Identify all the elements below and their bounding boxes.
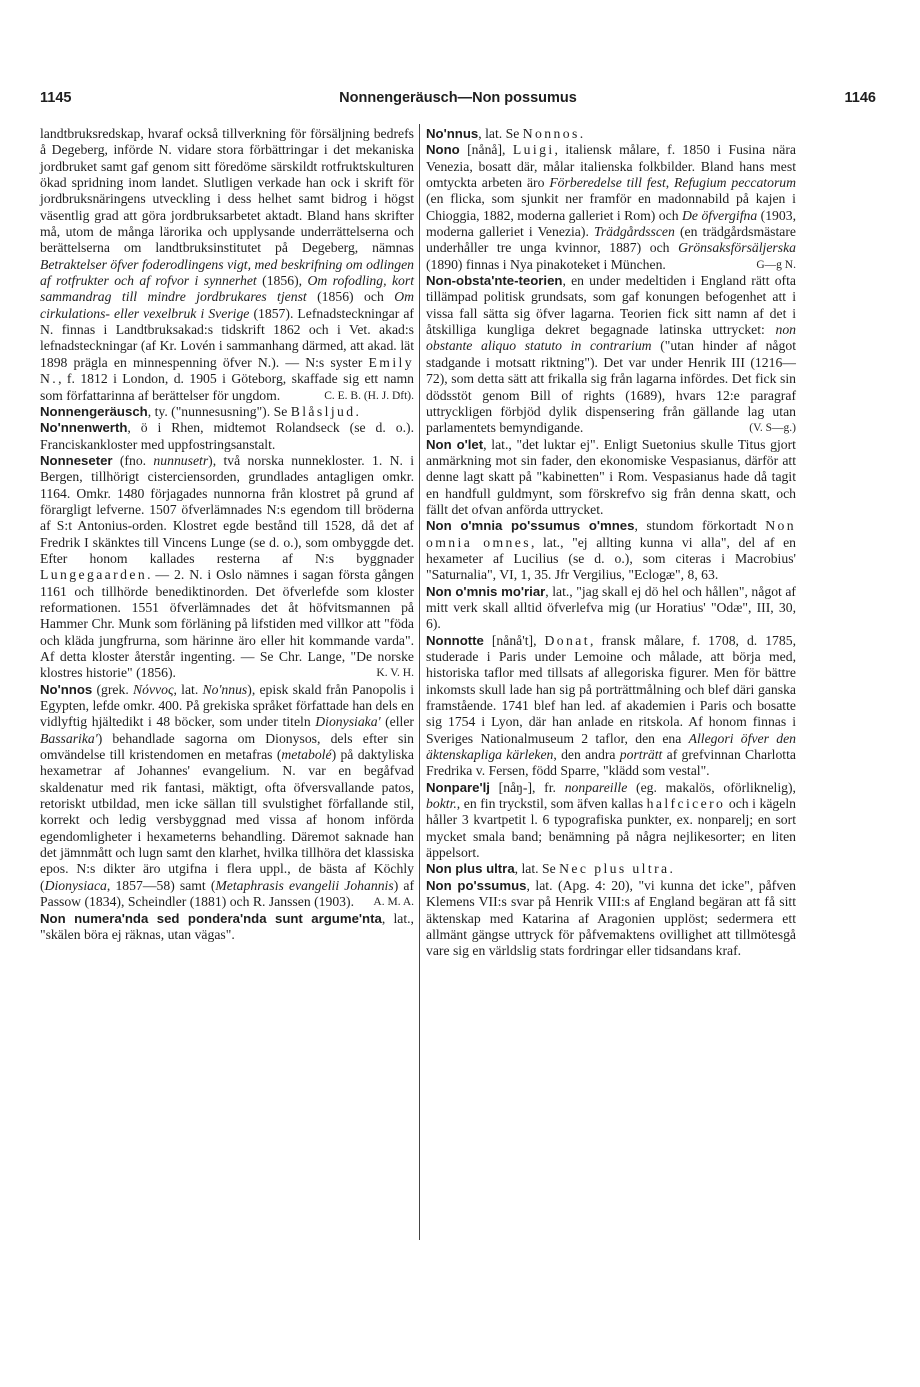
italic-text: Grönsaksförsäljerska [678,240,796,256]
entry-paragraph [40,126,414,404]
italic-text: Om rofodling, kort sammandrag till mindre jordbrukares tjenst [40,273,414,305]
entry-headword: Non numera'nda sed pondera'nda sunt argume'nta [40,910,382,926]
running-title: Nonnengeräusch—Non possumus [339,90,577,106]
entry-paragraph [426,633,796,780]
entry-paragraph [426,518,796,583]
entry-text: , lat. [173,681,203,697]
author-signature: (V. S—g.) [749,422,796,435]
entry-paragraph [426,142,796,273]
italic-text: boktr. [426,796,457,812]
italic-text: Metaphrasis evangelii Johannis [215,877,394,893]
text-column-left [40,126,414,943]
entry-headword: Nono [426,142,460,158]
entry-paragraph [40,453,414,682]
entry-text: ), två norska nunnekloster. 1. N. i Bergen, tillhörigt cisterciensorden, grundlades antagligen omkr. 1164. Omkr. 1480 förjagades nunnorna från klostret på grund af förargligt lefverne. 1507 öfverlämnades N:s egendom till bröderna af S:t Antonius-orden. Klostret egde bestånd till 1528, då det af Fredrik I skänktes till Vincens Lunge (se d. o.), som ombyggde det. Efter honom kallades resterna af N:s byggnader [40,452,414,566]
spaced-name: Nec plus ultra [559,861,670,877]
entry-text: , lat., "det luktar ej". Enligt Suetonius skulle Titus gjort anmärkning mot sin fader, den ekonomiske Vespasianus, därför att denne lagt skatt på "kabinetten" i Rom. Vespasianus hade då tagit en handfull guldmynt, som förskrefvo sig från denna skatt, och fällt det ofvan anförda uttrycket. [426,436,796,517]
entry-paragraph [426,273,796,436]
entry-headword: Non-obsta'nte-teorien [426,273,563,289]
entry-text: , f. 1812 i London, d. 1905 i Göteborg, skaffade sig ett namn som författarinna af berättelser för ungdom. [40,371,414,403]
column-divider [419,124,420,1240]
author-signature: G—g N. [756,258,796,271]
spaced-name: Nonnos [522,126,580,141]
entry-paragraph [40,404,414,420]
italic-text: metabolé [281,747,332,763]
entry-headword: Non o'mnia po'ssumus o'mnes [426,518,635,534]
entry-text: (en flicka, som sjunkit ner framför en madonnabild på kajen i Chioggia, 1882, moderna galleriet i Rom) och [426,191,796,223]
entry-headword: Non plus ultra [426,861,515,877]
entry-text: . [579,126,584,141]
italic-text: Trädgårdsscen [593,224,675,240]
entry-text: , [665,175,675,191]
entry-text: , stundom förkortadt [634,518,766,534]
entry-headword: Non o'mnis mo'riar [426,583,546,599]
entry-text: . — 2. N. i Oslo nämnes i sagan första gången 1161 och tillhörde benediktinorden. Det öfverlefde som kloster reformationen. 1551 öfverlämnades det åt höfvitsmannen på Hammer Chr. Munk som förläning på lifstiden med villkor att "föda och kläda jungfrurna, som härinne äro eller hit kommande varda". Af detta kloster återstår ingenting. — Se Chr. Lange, "De norske klostres historie" (1856). [40,567,414,681]
entry-text: . [669,861,673,877]
entry-headword: Nonneseter [40,452,113,468]
entry-text: (en trädgårdsmästare underhåller tre unga kvinnor, 1887) och [426,224,797,256]
entry-text: (grek. [92,681,133,697]
entry-headword: Non po'ssumus [426,877,527,893]
entry-paragraph [40,911,414,944]
italic-text: Förberedelse till fest [549,175,666,191]
entry-text: [nånå't], [483,632,545,648]
spaced-name: Donat [544,632,590,648]
entry-text: , lat. (Apg. 4: 20), "vi kunna det icke", påfven Klemens VII:s svar på Henrik VIII:s af England begäran att få sitt äktenskap med Katarina af Aragonien upplöst; sedermera ett allmänt gängse uttryck för påfvemaktens ovillighet att tillmötesgå vare sig en världslig stats fordringar eller tidsandans kraf. [426,877,796,959]
entry-text: , ty. ("nunnesusning"). Se [147,403,291,419]
entry-text: (1890) finnas i Nya pinakoteket i München. [426,256,666,272]
entry-paragraph [40,682,414,911]
entry-text: ) af Passow (1834), Scheindler (1881) och R. Janssen (1903). [40,877,414,910]
entry-text: ) behandlade sagorna om Dionysos, dels efter sin omvändelse till kristendomen en metafras ( [40,730,414,763]
entry-text: (1857). Lefnadsteckningar af N. finnas i Landtbruksakad:s tidskrift 1862 och i Vet. akad:s lefnadsteckningar (af Kr. Lovén i sammanhang därmed, att akad. lät 1898 prägla en minnespenning öfver N.). — N:s syster [40,305,414,370]
italic-text: porträtt [619,747,663,763]
entry-paragraph [426,437,796,519]
entry-paragraph [426,584,796,633]
entry-text: och i kägeln håller 3 kvartpetit l. 6 typografiska punkter, ex. nonparelj; en sort mycket smala band; benämning på några nejlikesorter; en liten äppelsort. [426,796,796,861]
entry-text: , lat. Se [514,861,560,877]
text-column-right [426,126,796,960]
running-header [40,90,876,112]
entry-headword: Nonnengeräusch [40,403,148,419]
italic-text: Bassarika' [40,730,98,746]
entry-paragraph [426,780,796,862]
italic-text: Refugium peccatorum [674,175,796,191]
entry-text: (eg. makalös, oförliknelig), [627,779,796,795]
entry-headword: No'nnus [426,126,479,141]
page-number-left: 1145 [40,90,72,106]
page-number-right: 1146 [844,90,876,106]
italic-text: Dionysiaka' [315,714,381,730]
italic-text: Betraktelser öfver foderodlingens vigt, med beskrifning om odlingen af rotfrukter och af rofvor i synnerhet [40,256,414,289]
italic-text: Nόννος [132,681,174,697]
spaced-name: Lungegaarden [40,567,148,583]
entry-text: [nåŋ-], fr. [489,779,565,795]
entry-text: [nånå], [459,142,513,158]
entry-text: , lat., "jag skall ej dö hel och hållen", något af mitt verk skall alltid öfverlefva mig (ur Horatius' "Odæ", III, 30, 6). [426,583,796,632]
entry-text: (eller [380,714,414,730]
entry-headword: No'nnenwerth [40,420,128,436]
entry-headword: Nonpare'lj [426,779,490,795]
entry-text: ("utan hinder af något stadgande i motsatt riktning"). Det var under Henrik III (1216—72), som detta sätt att frikalla sig från lagarna infördes. Det fick sin dödsstöt genom Bill of rights (1689), hvars 12:e paragraf uttryckligen förbjöd dylik dispensering från gällande lag utan parlamentets bemyndigande. [426,338,796,436]
entry-text: ) på daktyliska hexametrar af Johannes' evangelium. N. var en begåfvad skaldenatur med rik fantasi, mäktigt, ofta öfversvallande patos, retoriskt utbildad, men icke sällan till svulstighet förfallande stil, korrekt och ledig versbyggnad med vissa af honom införda egendomligheter i hexameterns behandling. Däremot saknade han det jämnmått och lugn samt den klarhet, hvilka tillhöra det klassiska epos. N:s dikter äro utgifna i flera uppl., de bästa af Köchly ( [40,747,414,893]
entry-paragraph [426,878,796,960]
italic-text: nunnusetr [153,452,209,468]
entry-headword: Non o'let [426,436,484,452]
entry-text: (fno. [112,452,154,468]
entry-text: (1856) och [306,289,395,305]
entry-text: , lat., "ej allting kunna vi alla", del af en hexameter af Lucilius (se d. o.), som citeras i Macrobius' "Saturnalia", VI, 1, 35. Jfr Vergilius, "Eclogæ", 8, 63. [426,534,796,583]
entry-text: ), episk skald från Panopolis i Egypten, lefde omkr. 400. På grekiska språket författade han dels en vidlyftig hjältedikt i 48 böcker, som under titeln [40,681,414,730]
entry-text: . [355,403,359,419]
entry-text: , lat., "skälen böra ej räknas, utan vägas". [40,910,414,942]
entry-text: landtbruksredskap, hvaraf också tillverkning för försäljning bedrefs å Degeberg, införde N. vidare stora förbättringar i det mekaniska jordbruket samt gaf genom sitt föredöme särskildt rotfruktskulturen ökad spridning inom landet. Slutligen verkade han ock i skrift för jordbruksnäringens utveckling i dess helhet samt bidrog i högst väsentlig grad att göra jordbruksarbetet aktadt. Bland hans skrifter må, utom de många lärorika och upplysande underrättelserna och berättelserna om landtbruksinstitutet på Degeberg, nämnas [40,126,414,256]
entry-text: , ö i Rhen, midtemot Rolandseck (se d. o.). Franciskankloster med uppfostringsanstalt. [40,420,414,452]
entry-paragraph [426,861,796,877]
entry-text: , lat. Se [478,126,523,141]
italic-text: nonpareille [564,779,628,795]
spaced-name: Emily N. [40,354,414,387]
spaced-name: Non omnia omnes [426,518,796,550]
entry-text: af grefvinnan Charlotta Fredrika v. Fersen, född Sparre, "klädd som vestal". [426,747,796,779]
entry-text: , en under medeltiden i England rätt ofta tillämpad politisk grundsats, som gaf konungen befogenhet att i vissa fall sätta sig öfver lagarna. Teorien fick sitt namn af det i åtskilliga kungliga dekret begagnade latinska uttrycket: [426,273,796,338]
entry-text: , 1857—58) samt ( [106,877,216,893]
entry-text: , italiensk målare, f. 1850 i Fusina nära Venezia, bosatt där, målar italienska folkbilder. Bland hans mest omtyckta arbeten äro [426,142,796,191]
entry-text: , en fin tryckstil, som äfven kallas [456,796,647,812]
entry-text: , fransk målare, f. 1708, d. 1785, studerade i Paris under Lemoine och målade, att börja med, historiska taflor med tillsats af allegoriska figurer. Men för bättre inkomsts skull lade han sig på porträttmålning och blef däri ganska framstående. 1741 blef han led. af akademien i Paris och bosatte sig 1754 i Lyon, där han anlade en ritskola. Af honom finnas i Sveriges Nationalmuseum 2 taflor, den ena [426,632,796,746]
italic-text: Allegori öfver den äktenskapliga kärleken [426,730,797,763]
italic-text: De öfvergifna [682,207,758,223]
entry-paragraph [426,126,796,142]
entry-paragraph [40,420,414,453]
italic-text: No'nnus [202,681,248,697]
entry-headword: Nonnotte [426,632,484,648]
spaced-name: Luigi [512,142,555,158]
entry-text: (1903, moderna galleriet i Venezia). [426,207,797,240]
entry-text: , den andra [553,747,620,763]
entry-text: (1856), [256,273,308,289]
spaced-name: halfcicero [646,796,726,812]
author-signature: C. E. B. (H. J. Dft). [324,389,414,402]
author-signature: A. M. A. [373,896,414,909]
italic-text: Dionysiaca [44,877,107,893]
spaced-name: Blåsljud [290,403,356,419]
italic-text: Om cirkulations- eller vexelbruk i Sverige [40,289,414,321]
author-signature: K. V. H. [376,667,414,680]
italic-text: non obstante aliquo statuto in contrarium [426,322,796,354]
entry-headword: No'nnos [40,681,93,697]
